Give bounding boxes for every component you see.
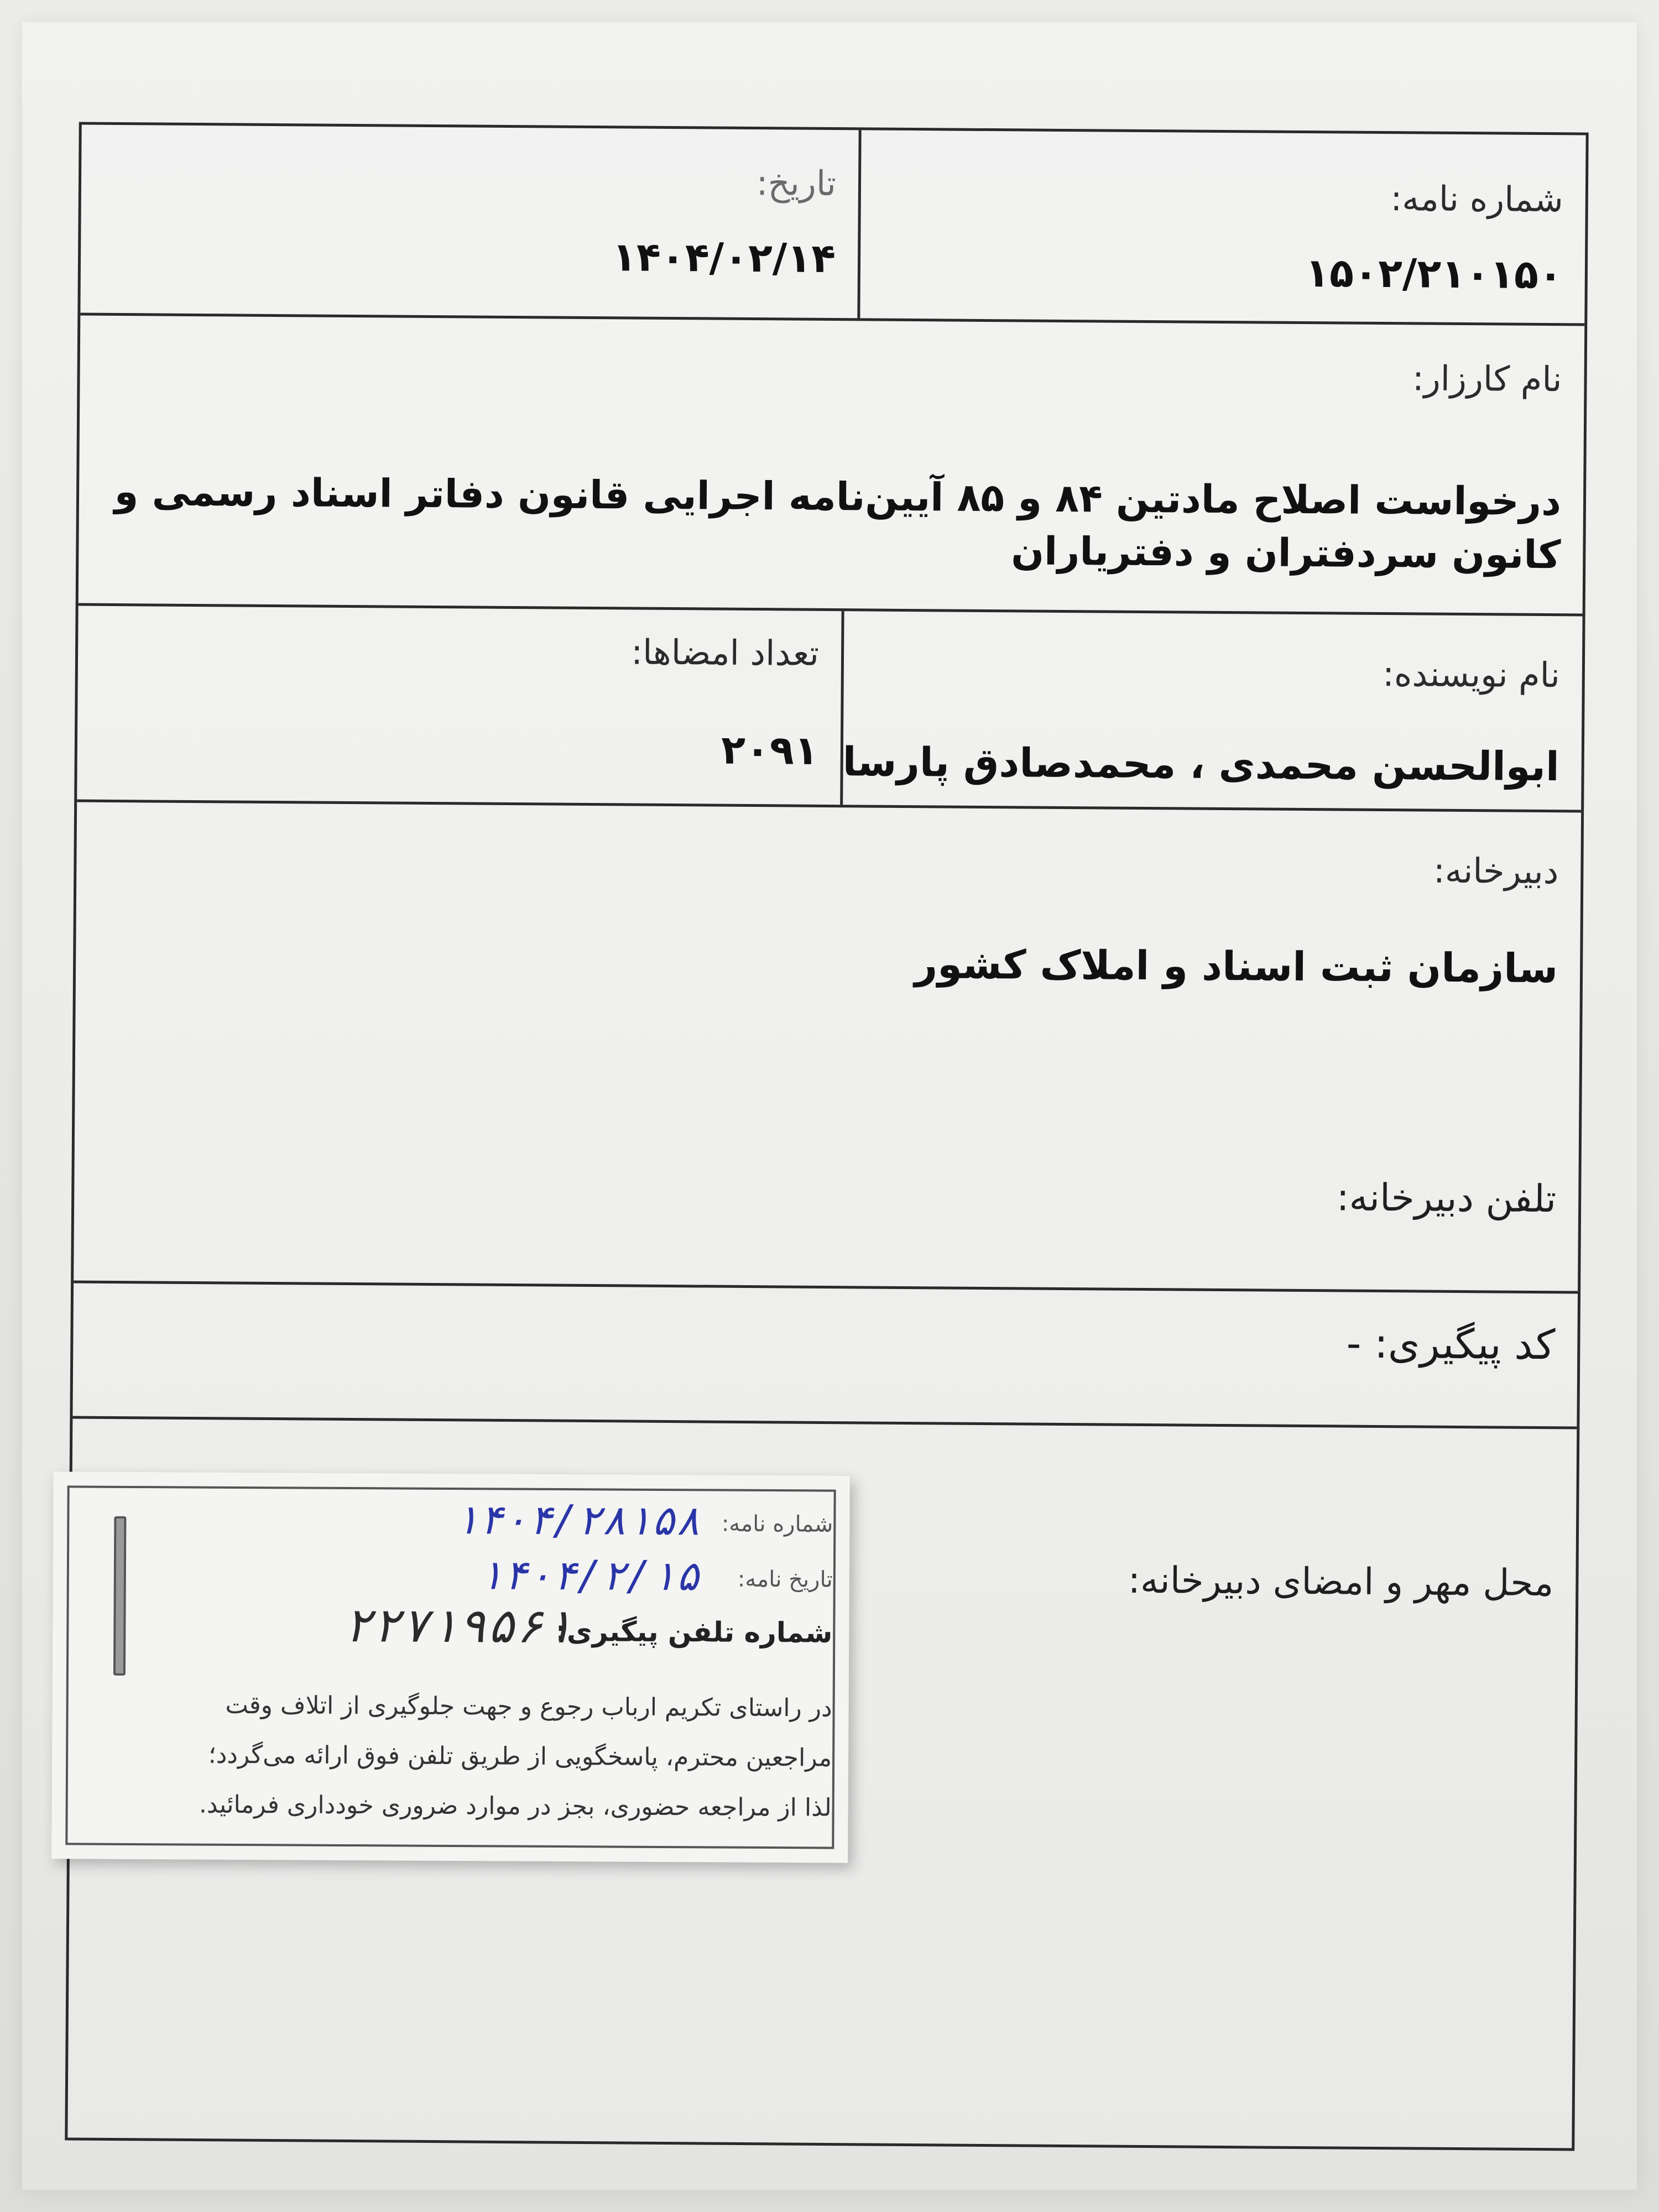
author-value: ابوالحسن محمدی ، محمدصادق پارسا [842,738,1559,790]
row-letter-info [80,125,1585,326]
signatures-label: تعداد امضاها: [631,632,820,674]
stamp-bracket-mark [113,1516,127,1676]
row-campaign [79,316,1585,617]
campaign-title: درخواست اصلاح مادتین ۸۴ و ۸۵ آیین‌نامه اجرایی قانون دفاتر اسناد رسمی و کانون سردفتران و دفتریاران [114,468,1562,578]
secretariat-value: سازمان ثبت اسناد و املاک کشور [914,941,1558,992]
stamp-notice-line-2: مراجعین محترم، پاسخگویی از طریق تلفن فوق ارائه می‌گردد؛ [208,1740,832,1772]
letter-number-value: ۱۵۰۲/۲۱۰۱۵۰ [1305,249,1563,298]
stamp-phone-value: ۲۲۷۱۹۵۶۱ [343,1597,573,1655]
stamp-number-label: شماره نامه: [721,1511,833,1537]
stamp-notice-line-1: در راستای تکریم ارباب رجوع و جهت جلوگیری از اتلاف وقت [225,1691,832,1723]
row-author [77,606,1582,813]
letter-number-cell [854,130,1585,323]
campaign-label: نام کارزار: [1412,358,1562,400]
signatures-cell [77,606,844,805]
stamp-date-value: ۱۴۰۴/۲/۱۵ [478,1551,701,1600]
paper-sheet [22,22,1637,2190]
secretariat-label: دبیرخانه: [1433,850,1559,892]
letter-number-label: شماره نامه: [1390,178,1564,220]
secretariat-stamp [51,1472,850,1863]
stamp-phone-label: شماره تلفن پیگیری: [555,1615,833,1649]
tracking-code-label: کد پیگیری: - [1346,1319,1556,1369]
date-label: تاریخ: [756,163,837,204]
row-secretariat [74,802,1581,1294]
stamp-number-value: ۱۴۰۴/۲۸۱۵۸ [453,1496,701,1545]
author-label: نام نویسنده: [1382,653,1561,696]
date-value: ۱۴۰۴/۰۲/۱۴ [612,233,836,282]
seal-area-label: محل مهر و امضای دبیرخانه: [1128,1558,1554,1605]
stamp-notice-line-3: لذا از مراجعه حضوری، بجز در موارد ضروری خودداری فرمائید. [199,1790,832,1822]
signatures-value: ۲۰۹۱ [721,726,819,774]
author-cell [837,611,1582,810]
row-tracking [72,1283,1578,1429]
stamp-date-label: تاریخ نامه: [737,1566,833,1593]
secretariat-phone-label: تلفن دبیرخانه: [1336,1176,1557,1222]
date-cell [80,125,861,319]
